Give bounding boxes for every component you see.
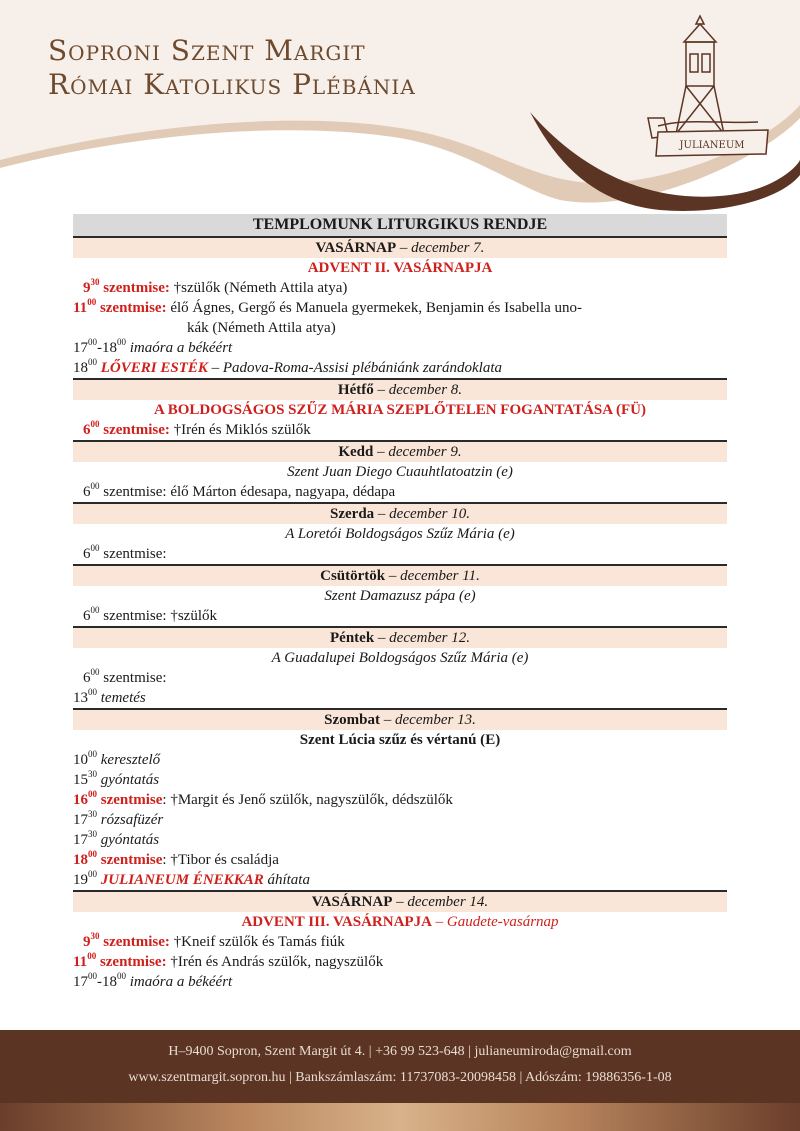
day-header: Szerda – december 10. (73, 502, 727, 524)
schedule-title: TEMPLOMUNK LITURGIKUS RENDJE (73, 214, 727, 238)
funeral-entry: $13^{00}$ temetés (73, 688, 146, 706)
day-header: Kedd – december 9. (73, 440, 727, 462)
mass-entry: $11^{00}$ szentmise: †Irén és András szülők, nagyszülők (73, 952, 384, 970)
baptism-entry: $10^{00}$ keresztelő (73, 750, 161, 768)
saint-of-day: Szent Damazusz pápa (e) (324, 588, 476, 604)
confession-entry: $17^{30}$ gyóntatás (73, 830, 160, 848)
day-header: Csütörtök – december 11. (73, 564, 727, 586)
mass-entry: $6^{00}$ szentmise: (83, 668, 167, 686)
mass-entry: $9^{30}$ szentmise: †Kneif szülők és Tamás fiúk (83, 932, 345, 950)
liturgical-schedule (73, 214, 727, 992)
day-header: Hétfő – december 8. (73, 378, 727, 400)
footer-contact: H–9400 Sopron, Szent Margit út 4. | +36 99 523-648 | julianeumiroda@gmail.com (168, 1044, 632, 1059)
choir-entry: $19^{00}$ JULIANEUM ÉNEKKAR áhítata (73, 870, 310, 888)
mass-entry: $11^{00}$ szentmise: élő Ágnes, Gergő és Manuela gyermekek, Benjamin és Isabella uno- (73, 298, 583, 316)
footer (0, 1030, 800, 1131)
feast-title: A BOLDOGSÁGOS SZŰZ MÁRIA SZEPLŐTELEN FOGANTATÁSA (FÜ) (153, 402, 647, 418)
day-header: VASÁRNAP – december 7. (73, 238, 727, 258)
mass-entry: $6^{00}$ szentmise: (83, 544, 167, 562)
mass-entry: $6^{00}$ szentmise: †szülők (83, 606, 217, 624)
mass-entry: $6^{00}$ szentmise: élő Márton édesapa, nagyapa, dédapa (83, 482, 396, 500)
parish-title-line2: Római Katolikus Plébánia (48, 68, 416, 101)
feast-title: ADVENT III. VASÁRNAPJA – Gaudete-vasárnap (241, 914, 559, 930)
footer-gold-strip (0, 1103, 800, 1131)
day-header: Péntek – december 12. (73, 626, 727, 648)
mass-entry-continued: kák (Németh Attila atya) (187, 320, 336, 336)
prayer-entry: $17^{00}-18^{00}$ imaóra a békéért (73, 338, 233, 356)
saint-of-day: A Guadalupei Boldogságos Szűz Mária (e) (271, 650, 529, 666)
mass-entry: $9^{30}$ szentmise: †szülők (Németh Attila atya) (83, 278, 348, 296)
feast-title: ADVENT II. VASÁRNAPJA (307, 260, 493, 276)
confession-entry: $15^{30}$ gyóntatás (73, 770, 160, 788)
day-header: Szombat – december 13. (73, 708, 727, 730)
saint-of-day: Szent Lúcia szűz és vértanú (E) (299, 732, 501, 748)
parish-title-line1: Soproni Szent Margit (48, 34, 366, 67)
logo-text: JULIANEUM (679, 140, 745, 151)
saint-of-day: Szent Juan Diego Cuauhtlatoatzin (e) (287, 464, 513, 480)
rosary-entry: $17^{30}$ rózsafüzér (73, 810, 164, 828)
mass-entry: $18^{00}$ szentmise: †Tibor és családja (73, 850, 279, 868)
bell-tower-logo (628, 14, 788, 164)
footer-bank-info: www.szentmargit.sopron.hu | Bankszámlaszám: 11737083-20098458 | Adószám: 19886356-1-08 (128, 1070, 672, 1085)
saint-of-day: A Loretói Boldogságos Szűz Mária (e) (285, 526, 515, 542)
prayer-entry: $17^{00}-18^{00}$ imaóra a békéért (73, 972, 233, 990)
event-entry: $18^{00}$ LŐVERI ESTÉK – Padova-Roma-Assisi plébániánk zarándoklata (73, 358, 503, 376)
mass-entry: $16^{00}$ szentmise: †Margit és Jenő szülők, nagyszülők, dédszülők (73, 790, 453, 808)
parish-title (48, 34, 416, 102)
day-header: VASÁRNAP – december 14. (73, 890, 727, 912)
mass-entry: $6^{00}$ szentmise: †Irén és Miklós szülők (83, 420, 311, 438)
